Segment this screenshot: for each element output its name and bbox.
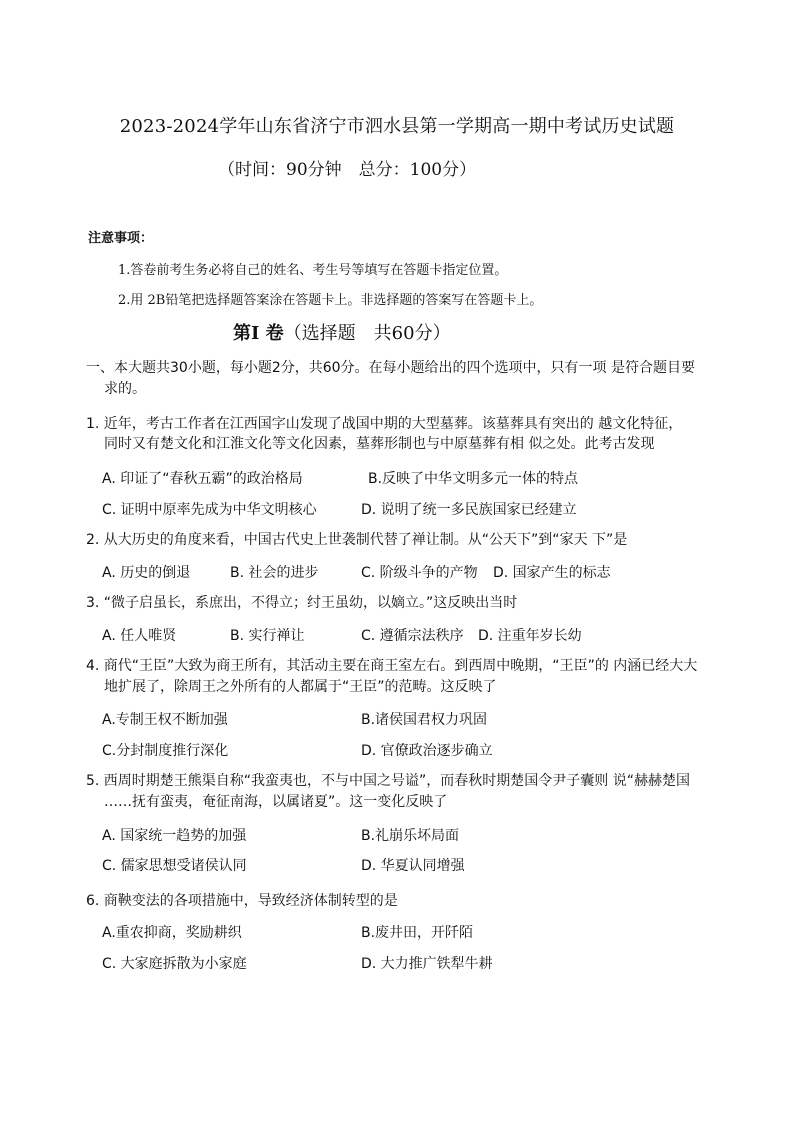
question-1-stem-line-2: 同时又有楚文化和江淮文化等文化因素，墓葬形制也与中原墓葬有相 似之处。此考古发现 — [104, 436, 655, 452]
question-6-option-d: D. 大力推广铁犁牛耕 — [361, 956, 493, 972]
question-5-option-a: A. 国家统一趋势的加强 — [102, 828, 247, 844]
question-6-option-b: B.废井田，开阡陌 — [361, 925, 474, 941]
section-heading — [233, 319, 451, 345]
exam-subtitle: （时间：90分钟 总分：100分） — [218, 160, 477, 180]
question-4-option-b: B.诸侯国君权力巩固 — [361, 712, 488, 728]
question-4-stem-line-2: 地扩展了，除周王之外所有的人都属于“王臣”的范畴。这反映了 — [104, 679, 497, 695]
question-4-option-c: C.分封制度推行深化 — [102, 743, 229, 759]
document-title: 2023-2024学年山东省济宁市泗水县第一学期高一期中考试历史试题 — [119, 116, 675, 137]
question-4-option-d: D. 官僚政治逐步确立 — [361, 743, 493, 759]
question-5-option-b: B.礼崩乐坏局面 — [361, 828, 460, 844]
question-3-stem: 3. “微子启虽长，系庶出，不得立；纣王虽幼，以嫡立。”这反映出当时 — [86, 595, 518, 611]
question-6-option-a: A.重农抑商，奖励耕织 — [102, 925, 242, 941]
question-3-option-d: D. 注重年岁长幼 — [478, 628, 582, 644]
question-1-option-d: D. 说明了统一多民族国家已经建立 — [361, 502, 577, 518]
question-5-option-d: D. 华夏认同增强 — [361, 858, 465, 874]
question-2-option-b: B. 社会的进步 — [230, 565, 319, 581]
question-4-stem-line-1: 4. 商代“王臣”大致为商王所有，其活动主要在商王室左右。到西周中晚期，“王臣”的 内涵已经大大 — [86, 658, 698, 674]
question-5-stem-line-1: 5. 西周时期楚王熊渠自称“我蛮夷也，不与中国之号谥”，而春秋时期楚国令尹子囊则 说“赫赫楚国 — [86, 773, 691, 789]
section-desc: （选择题 共60分） — [283, 323, 451, 344]
question-3-option-a: A. 任人唯贤 — [102, 628, 177, 644]
question-4-option-a: A.专制王权不断加强 — [102, 712, 228, 728]
question-2-option-c: C. 阶级斗争的产物 — [361, 565, 478, 581]
note-item-1: 1.答卷前考生务必将自己的姓名、考生号等填写在答题卡指定位置。 — [118, 263, 508, 278]
question-6-stem: 6. 商鞅变法的各项措施中，导致经济体制转型的是 — [86, 893, 398, 909]
question-3-option-b: B. 实行禅让 — [230, 628, 305, 644]
question-1-option-b: B.反映了中华文明多元一体的特点 — [368, 471, 579, 487]
question-5-stem-line-2: ……抚有蛮夷，奄征南海，以属诸夏”。这一变化反映了 — [104, 794, 448, 810]
question-5-option-c: C. 儒家思想受诸侯认同 — [102, 858, 247, 874]
question-1-stem-line-1: 1. 近年，考古工作者在江西国字山发现了战国中期的大型墓葬。该墓葬具有突出的 越文化特征， — [86, 416, 683, 432]
question-2-option-a: A. 历史的倒退 — [102, 565, 191, 581]
question-1-option-c: C. 证明中原率先成为中华文明核心 — [102, 502, 317, 518]
section-label: 第I 卷 — [233, 323, 284, 344]
question-3-option-c: C. 遵循宗法秩序 — [361, 628, 464, 644]
question-2-stem: 2. 从大历史的角度来看，中国古代史上世袭制代替了禅让制。从“公天下”到“家天 下”是 — [86, 532, 628, 548]
instruction-line-1: 一、本大题共30小题，每小题2分，共60分。在每小题给出的四个选项中，只有一项 是符合题目要 — [86, 360, 695, 376]
question-6-option-c: C. 大家庭拆散为小家庭 — [102, 956, 247, 972]
instruction-line-2: 求的。 — [104, 381, 146, 397]
question-2-option-d: D. 国家产生的标志 — [493, 565, 611, 581]
question-1-option-a: A. 印证了“春秋五霸”的政治格局 — [102, 471, 303, 487]
note-item-2: 2.用 2B铅笔把选择题答案涂在答题卡上。非选择题的答案写在答题卡上。 — [118, 293, 543, 308]
notes-heading: 注意事项： — [88, 231, 154, 246]
